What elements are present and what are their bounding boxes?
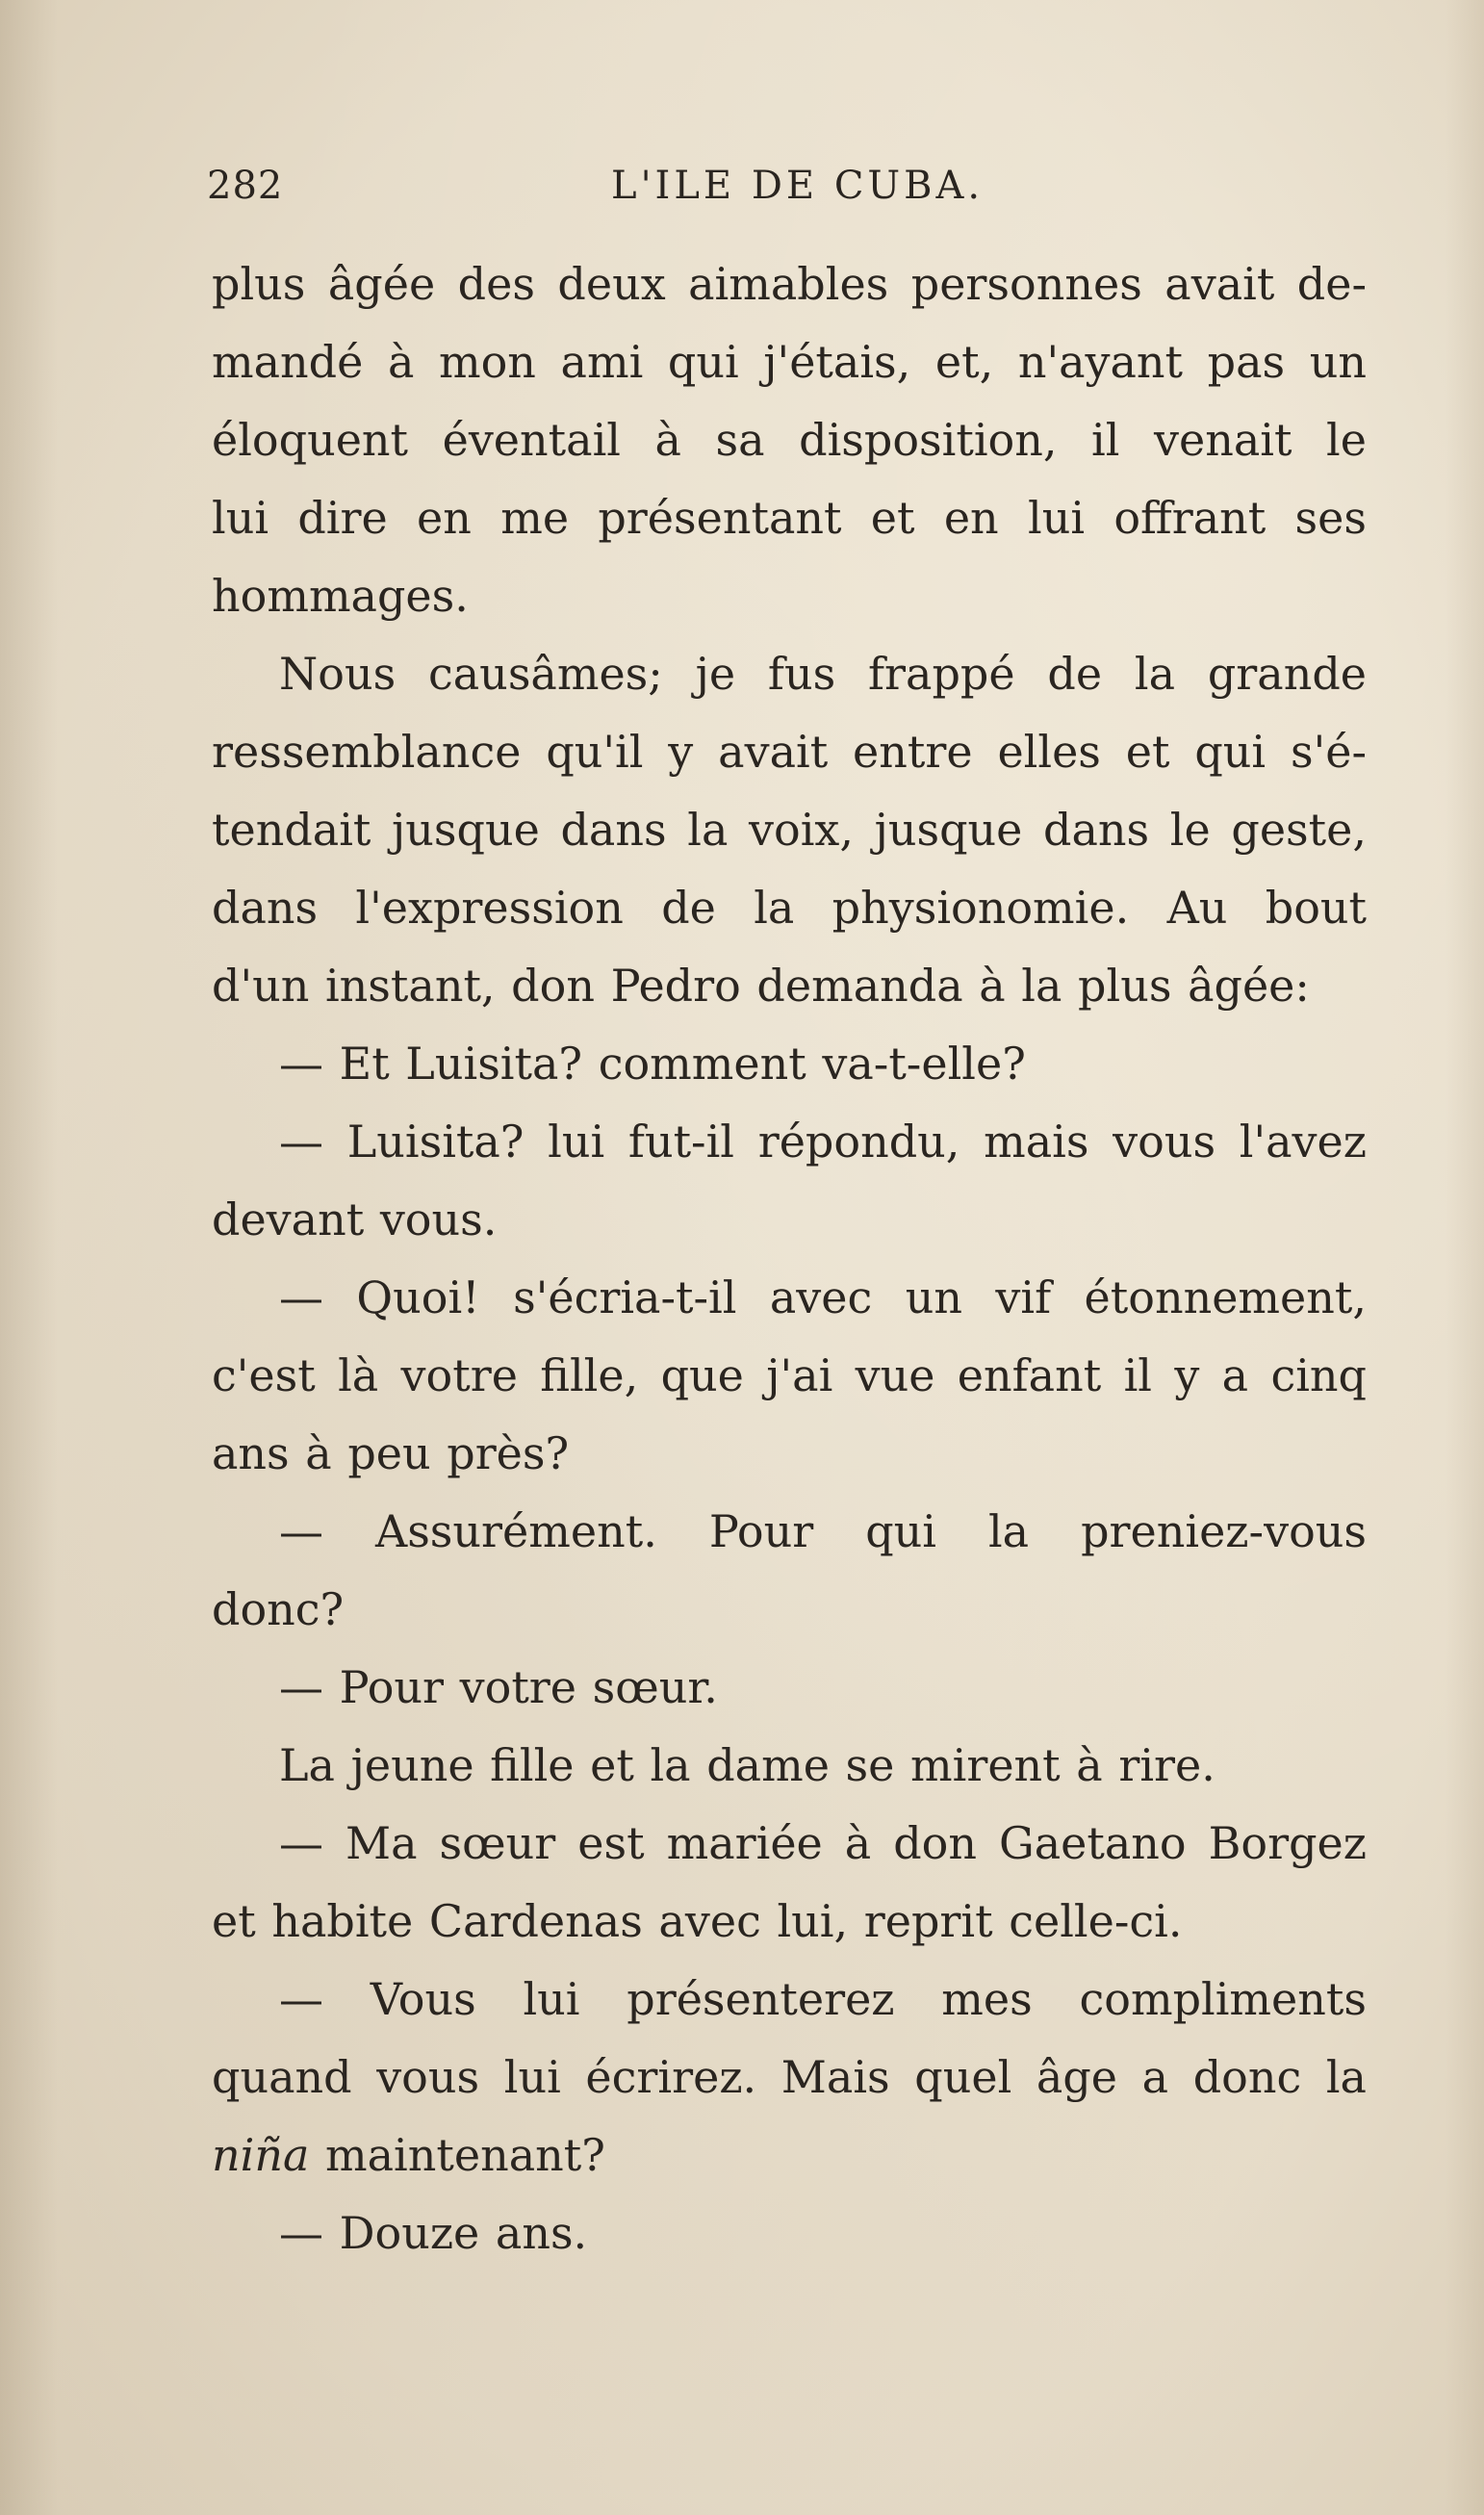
text-line: — Douze ans. <box>279 2207 588 2259</box>
text-line: — Assurément. Pour qui la preniez-vous <box>279 1505 1367 1557</box>
text-line: d'un instant, don Pedro demanda à la plus âgée: <box>212 960 1310 1012</box>
text-line: ressemblance qu'il y avait entre elles et qui s'é- <box>212 726 1367 778</box>
body-text <box>212 245 1367 2272</box>
text-line: plus âgée des deux aimables personnes avait de- <box>212 258 1367 310</box>
text-line-with-italic <box>212 2117 1367 2194</box>
text-line: — Ma sœur est mariée à don Gaetano Borgez <box>279 1817 1367 1869</box>
text-line: donc? <box>212 1583 345 1635</box>
text-line: — Et Luisita? comment va-t-elle? <box>279 1038 1026 1090</box>
text-fragment: maintenant? <box>325 2129 605 2181</box>
text-line: dans l'expression de la physionomie. Au bout <box>212 882 1367 934</box>
text-line: ans à peu près? <box>212 1427 570 1479</box>
text-line: devant vous. <box>212 1193 498 1245</box>
text-line: — Pour votre sœur. <box>279 1661 718 1713</box>
gutter-shadow <box>0 0 58 2515</box>
text-line: — Quoi! s'écria-t-il avec un vif étonnement, <box>279 1271 1367 1323</box>
text-line: éloquent éventail à sa disposition, il venait le <box>212 414 1367 466</box>
page-edge-shadow <box>1446 0 1484 2515</box>
text-line: — Luisita? lui fut-il répondu, mais vous l'avez <box>279 1116 1367 1168</box>
text-line: et habite Cardenas avec lui, reprit celle-ci. <box>212 1895 1183 1947</box>
text-line: c'est là votre fille, que j'ai vue enfant il y a cinq <box>212 1349 1367 1401</box>
text-line: La jeune fille et la dame se mirent à rire. <box>279 1739 1215 1791</box>
text-line: — Vous lui présenterez mes compliments <box>279 1973 1367 2025</box>
text-line: mandé à mon ami qui j'étais, et, n'ayant pas un <box>212 336 1367 388</box>
text-line: tendait jusque dans la voix, jusque dans le geste, <box>212 804 1367 856</box>
page-number: 282 <box>207 164 284 208</box>
text-line: Nous causâmes; je fus frappé de la grande <box>279 648 1367 700</box>
italic-word: niña <box>212 2129 310 2181</box>
text-line: lui dire en me présentant et en lui offrant ses <box>212 492 1367 544</box>
text-line: hommages. <box>212 570 469 622</box>
running-title: L'ILE DE CUBA. <box>611 164 985 208</box>
text-line: quand vous lui écrirez. Mais quel âge a donc la <box>212 2051 1367 2103</box>
page-header <box>207 164 1367 221</box>
